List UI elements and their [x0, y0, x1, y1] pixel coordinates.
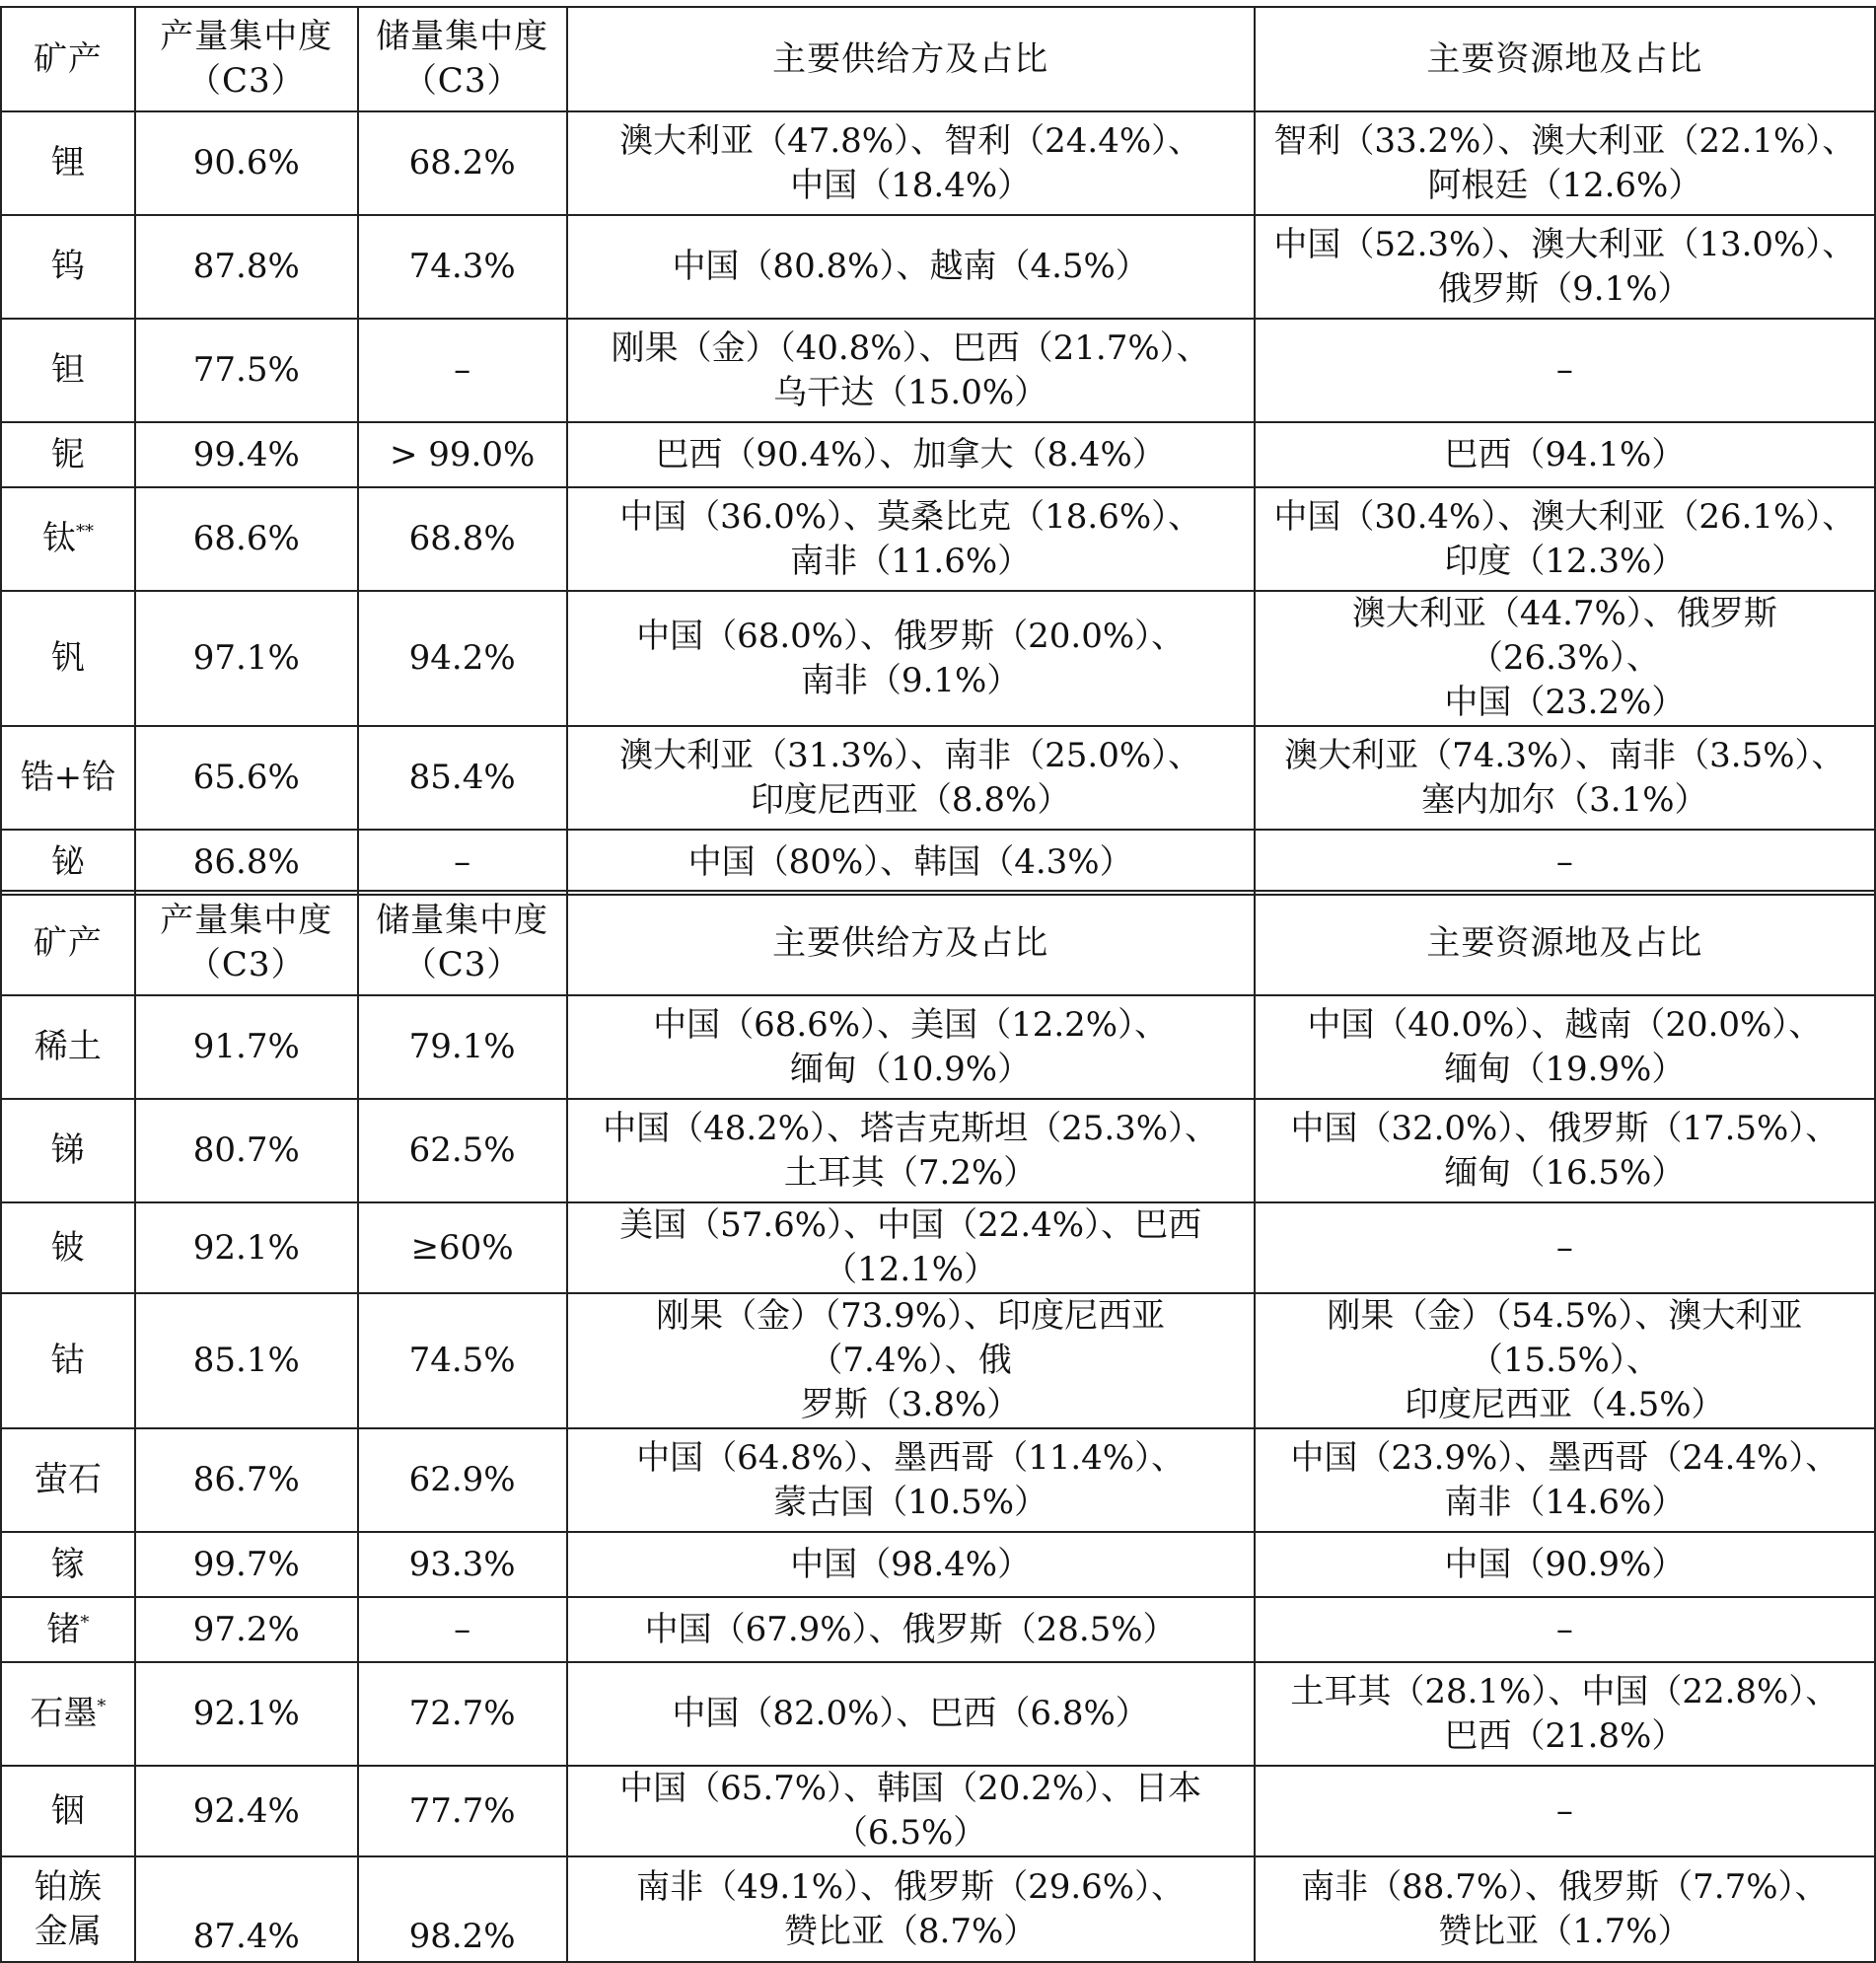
cell-resources	[1255, 1428, 1875, 1532]
production-value: 80.7%	[192, 1130, 300, 1170]
production-value: 99.7%	[192, 1544, 300, 1584]
cell-mineral	[1, 111, 135, 215]
cell-reserve-concentration	[358, 1662, 567, 1766]
cell-suppliers	[567, 1766, 1255, 1856]
cell-mineral	[1, 830, 135, 895]
resources-line1: 南非（88.7%）、俄罗斯（7.7%）、	[1301, 1866, 1829, 1907]
header-reserve-concentration	[358, 7, 567, 111]
suppliers-line1: 中国（67.9%）、俄罗斯（28.5%）	[644, 1609, 1177, 1649]
header-row	[1, 891, 1875, 995]
mineral-name: 铂族	[34, 1866, 102, 1907]
suppliers-line2: 乌干达（15.0%）	[773, 372, 1048, 412]
mineral-name: 锗	[46, 1609, 81, 1649]
resources-line1: –	[1555, 841, 1573, 882]
production-value: 87.8%	[192, 247, 300, 286]
reserve-value: –	[454, 1609, 471, 1649]
suppliers-line2: 南非（9.1%）	[800, 660, 1021, 700]
table-row	[1, 830, 1875, 895]
table-row	[1, 487, 1875, 591]
cell-suppliers	[567, 111, 1255, 215]
suppliers-line1: 刚果（金）（40.8%）、巴西（21.7%）、	[611, 327, 1210, 368]
production-value: 86.8%	[192, 841, 300, 882]
cell-production-concentration	[135, 1428, 358, 1532]
header-reserve-line1: 储量集中度	[376, 17, 549, 56]
cell-resources	[1255, 1532, 1875, 1597]
suppliers-line1: 澳大利亚（31.3%）、南非（25.0%）、	[619, 735, 1202, 775]
table-row	[1, 319, 1875, 422]
resources-line1: 中国（23.9%）、墨西哥（24.4%）、	[1290, 1437, 1840, 1478]
cell-production-concentration	[135, 1597, 358, 1662]
production-value: 91.7%	[192, 1027, 300, 1066]
reserve-value: 62.5%	[408, 1130, 516, 1170]
cell-reserve-concentration	[358, 487, 567, 591]
resources-line2: 中国（23.2%）	[1444, 683, 1686, 722]
suppliers-line2: 南非（11.6%）	[790, 541, 1032, 581]
table-row	[1, 1856, 1875, 1962]
cell-production-concentration	[135, 1293, 358, 1428]
production-value: 92.1%	[192, 1227, 300, 1268]
cell-mineral	[1, 1293, 135, 1428]
mineral-name: 铋	[50, 841, 85, 882]
reserve-value: 98.2%	[408, 1917, 516, 1956]
cell-production-concentration	[135, 1202, 358, 1293]
production-value: 77.5%	[192, 350, 300, 390]
footnote-marker: *	[80, 1612, 90, 1634]
cell-reserve-concentration	[358, 319, 567, 422]
header-mineral-text: 矿产	[33, 38, 103, 79]
suppliers-line2: 赞比亚（8.7%）	[783, 1911, 1038, 1951]
cell-production-concentration	[135, 830, 358, 895]
suppliers-line1: 中国（82.0%）、巴西（6.8%）	[672, 1694, 1149, 1733]
resources-line1: 巴西（94.1%）	[1444, 434, 1686, 474]
production-value: 92.1%	[192, 1694, 300, 1733]
header-resources	[1255, 891, 1875, 995]
cell-mineral	[1, 1597, 135, 1662]
suppliers-line2: 中国（18.4%）	[790, 165, 1032, 205]
resources-line2: 俄罗斯（9.1%）	[1438, 268, 1692, 309]
mineral-name: 锆+铪	[20, 758, 116, 797]
cell-reserve-concentration	[358, 111, 567, 215]
cell-suppliers	[567, 215, 1255, 319]
cell-reserve-concentration	[358, 1428, 567, 1532]
header-reserve-line2: （C3）	[402, 945, 522, 984]
mineral-name: 钴	[50, 1341, 85, 1380]
header-suppliers-text: 主要供给方及占比	[772, 922, 1049, 963]
production-value: 90.6%	[192, 143, 300, 182]
resources-line1: –	[1555, 1790, 1573, 1831]
production-value: 85.1%	[192, 1341, 300, 1380]
reserve-value: 62.9%	[408, 1460, 516, 1499]
cell-mineral	[1, 1428, 135, 1532]
cell-suppliers	[567, 422, 1255, 487]
cell-production-concentration	[135, 1099, 358, 1202]
resources-line1: 澳大利亚（44.7%）、俄罗斯（26.3%）、	[1351, 594, 1777, 678]
header-production-line2: （C3）	[186, 61, 306, 101]
mineral-name: 萤石	[34, 1460, 102, 1499]
cell-reserve-concentration	[358, 1532, 567, 1597]
production-value: 65.6%	[192, 758, 300, 797]
mineral-name: 锂	[50, 143, 85, 182]
mineral-name: 镓	[50, 1544, 85, 1584]
cell-resources	[1255, 1766, 1875, 1856]
header-production-line1: 产量集中度	[160, 17, 333, 56]
resources-line1: 刚果（金）（54.5%）、澳大利亚（15.5%）、	[1327, 1296, 1803, 1380]
header-mineral	[1, 7, 135, 111]
mineral-name: 钨	[50, 247, 85, 286]
suppliers-line2: 印度尼西亚（8.8%）	[750, 779, 1071, 820]
cell-suppliers	[567, 726, 1255, 830]
header-reserve-concentration	[358, 891, 567, 995]
cell-mineral	[1, 215, 135, 319]
suppliers-line2: 缅甸（10.9%）	[790, 1049, 1032, 1089]
cell-resources	[1255, 1597, 1875, 1662]
resources-line1: –	[1555, 1609, 1573, 1649]
header-resources-text: 主要资源地及占比	[1426, 38, 1703, 79]
suppliers-line1: 中国（80%）、韩国（4.3%）	[687, 841, 1133, 882]
suppliers-line1: 中国（48.2%）、塔吉克斯坦（25.3%）、	[603, 1108, 1219, 1148]
production-value: 92.4%	[192, 1790, 300, 1831]
mineral-name: 锑	[50, 1130, 85, 1170]
cell-production-concentration	[135, 995, 358, 1099]
cell-resources	[1255, 591, 1875, 726]
cell-production-concentration	[135, 1662, 358, 1766]
cell-mineral	[1, 1766, 135, 1856]
table-row	[1, 1662, 1875, 1766]
header-mineral-text: 矿产	[33, 922, 103, 963]
resources-line1: 澳大利亚（74.3%）、南非（3.5%）、	[1284, 735, 1845, 775]
suppliers-line1: 刚果（金）（73.9%）、印度尼西亚（7.4%）、俄	[656, 1296, 1166, 1380]
table-row	[1, 726, 1875, 830]
suppliers-line1: 中国（98.4%）	[790, 1544, 1032, 1584]
suppliers-line1: 巴西（90.4%）、加拿大（8.4%）	[655, 434, 1166, 474]
suppliers-line1: 美国（57.6%）、中国（22.4%）、巴西（12.1%）	[619, 1205, 1202, 1289]
production-value: 99.4%	[192, 434, 300, 474]
header-production-concentration	[135, 7, 358, 111]
cell-suppliers	[567, 995, 1255, 1099]
cell-production-concentration	[135, 726, 358, 830]
suppliers-line1: 中国（68.6%）、美国（12.2%）、	[653, 1004, 1169, 1045]
reserve-value: 68.8%	[408, 519, 516, 558]
cell-reserve-concentration	[358, 422, 567, 487]
cell-reserve-concentration	[358, 1766, 567, 1856]
cell-reserve-concentration	[358, 591, 567, 726]
cell-reserve-concentration	[358, 726, 567, 830]
cell-production-concentration	[135, 422, 358, 487]
resources-line1: 中国（52.3%）、澳大利亚（13.0%）、	[1273, 224, 1856, 264]
production-value: 97.2%	[192, 1609, 300, 1649]
reserve-value: –	[454, 841, 471, 882]
suppliers-line1: 中国（68.0%）、俄罗斯（20.0%）、	[636, 616, 1186, 656]
cell-reserve-concentration	[358, 215, 567, 319]
cell-mineral	[1, 1099, 135, 1202]
mineral-name: 铍	[50, 1227, 85, 1268]
minerals-table-part-1	[0, 6, 1876, 896]
resources-line1: 土耳其（28.1%）、中国（22.8%）、	[1290, 1671, 1840, 1711]
resources-line2: 赞比亚（1.7%）	[1438, 1911, 1692, 1951]
cell-production-concentration	[135, 215, 358, 319]
cell-resources	[1255, 1099, 1875, 1202]
cell-mineral	[1, 726, 135, 830]
resources-line2: 印度尼西亚（4.5%）	[1405, 1385, 1725, 1424]
cell-suppliers	[567, 1099, 1255, 1202]
resources-line2: 阿根廷（12.6%）	[1427, 165, 1702, 205]
cell-mineral	[1, 319, 135, 422]
cell-production-concentration	[135, 111, 358, 215]
resources-line1: 中国（30.4%）、澳大利亚（26.1%）、	[1273, 496, 1856, 537]
cell-production-concentration	[135, 487, 358, 591]
cell-production-concentration	[135, 1766, 358, 1856]
header-suppliers	[567, 7, 1255, 111]
cell-production-concentration	[135, 1856, 358, 1962]
cell-suppliers	[567, 1662, 1255, 1766]
mineral-name: 钽	[50, 350, 85, 390]
table-row	[1, 1099, 1875, 1202]
cell-reserve-concentration	[358, 1099, 567, 1202]
mineral-name-line2: 金属	[34, 1911, 102, 1951]
cell-resources	[1255, 1293, 1875, 1428]
cell-reserve-concentration	[358, 1293, 567, 1428]
reserve-value: 72.7%	[408, 1694, 516, 1733]
cell-resources	[1255, 726, 1875, 830]
reserve-value: 85.4%	[408, 758, 516, 797]
cell-mineral	[1, 1532, 135, 1597]
production-value: 86.7%	[192, 1460, 300, 1499]
table-row	[1, 111, 1875, 215]
mineral-name: 铌	[50, 434, 85, 474]
suppliers-line1: 中国（65.7%）、韩国（20.2%）、日本（6.5%）	[619, 1769, 1202, 1853]
reserve-value: 94.2%	[408, 638, 516, 678]
resources-line2: 南非（14.6%）	[1444, 1482, 1686, 1522]
resources-line1: –	[1555, 1227, 1573, 1268]
resources-line1: –	[1555, 350, 1573, 390]
header-reserve-line2: （C3）	[402, 61, 522, 101]
suppliers-line1: 中国（36.0%）、莫桑比克（18.6%）、	[619, 496, 1202, 537]
cell-suppliers	[567, 1293, 1255, 1428]
cell-production-concentration	[135, 591, 358, 726]
cell-reserve-concentration	[358, 995, 567, 1099]
header-production-line2: （C3）	[186, 945, 306, 984]
reserve-value: 77.7%	[408, 1790, 516, 1831]
cell-suppliers	[567, 1856, 1255, 1962]
cell-suppliers	[567, 319, 1255, 422]
table-row	[1, 995, 1875, 1099]
table-row	[1, 591, 1875, 726]
cell-reserve-concentration	[358, 1202, 567, 1293]
cell-resources	[1255, 487, 1875, 591]
resources-line2: 巴西（21.8%）	[1444, 1715, 1686, 1756]
table-row	[1, 1532, 1875, 1597]
header-resources	[1255, 7, 1875, 111]
reserve-value: 74.3%	[408, 247, 516, 286]
cell-resources	[1255, 215, 1875, 319]
cell-suppliers	[567, 1532, 1255, 1597]
footnote-marker: *	[97, 1696, 107, 1717]
suppliers-line2: 土耳其（7.2%）	[783, 1152, 1038, 1193]
reserve-value: 68.2%	[408, 143, 516, 182]
cell-resources	[1255, 830, 1875, 895]
resources-line1: 中国（32.0%）、俄罗斯（17.5%）、	[1290, 1108, 1840, 1148]
suppliers-line1: 南非（49.1%）、俄罗斯（29.6%）、	[636, 1866, 1186, 1907]
cell-reserve-concentration	[358, 1597, 567, 1662]
table-row	[1, 215, 1875, 319]
suppliers-line2: 罗斯（3.8%）	[800, 1385, 1021, 1424]
header-production-concentration	[135, 891, 358, 995]
cell-resources	[1255, 995, 1875, 1099]
header-mineral	[1, 891, 135, 995]
cell-suppliers	[567, 591, 1255, 726]
reserve-value: 79.1%	[408, 1027, 516, 1066]
mineral-name: 稀土	[34, 1027, 102, 1066]
resources-line1: 智利（33.2%）、澳大利亚（22.1%）、	[1273, 120, 1856, 161]
reserve-value: –	[454, 350, 471, 390]
production-value: 87.4%	[192, 1917, 300, 1956]
cell-resources	[1255, 111, 1875, 215]
production-value: 97.1%	[192, 638, 300, 678]
mineral-name: 石墨	[30, 1694, 98, 1733]
cell-suppliers	[567, 1428, 1255, 1532]
cell-resources	[1255, 1662, 1875, 1766]
suppliers-line2: 蒙古国（10.5%）	[773, 1482, 1048, 1522]
cell-mineral	[1, 995, 135, 1099]
table-row	[1, 422, 1875, 487]
cell-suppliers	[567, 1202, 1255, 1293]
cell-mineral	[1, 1202, 135, 1293]
cell-production-concentration	[135, 319, 358, 422]
cell-suppliers	[567, 1597, 1255, 1662]
suppliers-line1: 中国（80.8%）、越南（4.5%）	[672, 247, 1149, 286]
cell-production-concentration	[135, 1532, 358, 1597]
reserve-value: ≥60%	[410, 1227, 514, 1268]
table-row	[1, 1293, 1875, 1428]
production-value: 68.6%	[192, 519, 300, 558]
resources-line1: 中国（40.0%）、越南（20.0%）、	[1307, 1004, 1823, 1045]
reserve-value: 74.5%	[408, 1341, 516, 1380]
header-row	[1, 7, 1875, 111]
mineral-name: 钛	[41, 519, 76, 558]
cell-resources	[1255, 319, 1875, 422]
suppliers-line1: 澳大利亚（47.8%）、智利（24.4%）、	[619, 120, 1202, 161]
cell-suppliers	[567, 830, 1255, 895]
cell-mineral	[1, 422, 135, 487]
table-row	[1, 1428, 1875, 1532]
table-row	[1, 1597, 1875, 1662]
suppliers-line1: 中国（64.8%）、墨西哥（11.4%）、	[636, 1437, 1186, 1478]
header-production-line1: 产量集中度	[160, 901, 333, 940]
cell-reserve-concentration	[358, 1856, 567, 1962]
header-resources-text: 主要资源地及占比	[1426, 922, 1703, 963]
resources-line2: 缅甸（16.5%）	[1444, 1152, 1686, 1193]
cell-mineral	[1, 487, 135, 591]
cell-resources	[1255, 422, 1875, 487]
minerals-table-part-2	[0, 890, 1876, 1963]
header-suppliers	[567, 891, 1255, 995]
header-suppliers-text: 主要供给方及占比	[772, 38, 1049, 79]
cell-mineral	[1, 591, 135, 726]
resources-line2: 缅甸（19.9%）	[1444, 1049, 1686, 1089]
reserve-value: 93.3%	[408, 1544, 516, 1584]
cell-reserve-concentration	[358, 830, 567, 895]
header-reserve-line1: 储量集中度	[376, 901, 549, 940]
table-row	[1, 1202, 1875, 1293]
resources-line2: 塞内加尔（3.1%）	[1421, 779, 1708, 820]
cell-resources	[1255, 1856, 1875, 1962]
cell-resources	[1255, 1202, 1875, 1293]
reserve-value: > 99.0%	[389, 434, 536, 474]
resources-line1: 中国（90.9%）	[1444, 1544, 1686, 1584]
cell-suppliers	[567, 487, 1255, 591]
resources-line2: 印度（12.3%）	[1444, 541, 1686, 581]
table-row	[1, 1766, 1875, 1856]
mineral-name: 钒	[50, 638, 85, 678]
cell-mineral	[1, 1662, 135, 1766]
mineral-name: 铟	[50, 1790, 85, 1831]
footnote-marker: **	[75, 521, 94, 543]
cell-mineral	[1, 1856, 135, 1962]
